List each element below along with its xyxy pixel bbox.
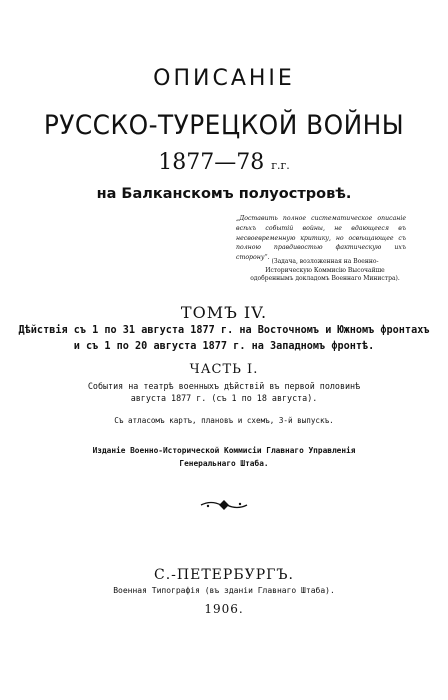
years-text: 1877—78 — [158, 150, 265, 175]
part-description-line2: августа 1877 г. (съ 1 по 18 августа). — [130, 393, 318, 403]
years-suffix: г.г. — [271, 159, 290, 172]
epigraph-source: (Задача, возложенная на Военно-Историческую Коммисію Высочайше одобреннымъ докладомъ Военнаго Министра). — [250, 258, 400, 283]
volume-subtitle-line1: Дѣйствія съ 1 по 31 августа 1877 г. на Восточномъ и Южномъ фронтахъ — [18, 325, 430, 336]
title-years — [0, 150, 448, 175]
imprint-year: 1906. — [204, 602, 244, 616]
volume-label: ТОМЪ IV. — [180, 303, 268, 322]
ornament-divider — [199, 499, 249, 511]
imprint-printer: Военная Типографія (въ зданіи Главнаго Штаба). — [113, 586, 335, 595]
epigraph-text: „Доставить полное систематическое описаніе всѣхъ событій войны, не вдающееся въ несвоевременную критику, но освѣщающее съ полною правдивостью фактическую ихъ сторону“. — [236, 215, 406, 262]
title-line-war: РУССКО-ТУРЕЦКОЙ ВОЙНЫ — [43, 110, 405, 141]
volume-subtitle-line2: и съ 1 по 20 августа 1877 г. на Западномъ фронтѣ. — [73, 341, 375, 352]
atlas-note: Съ атласомъ картъ, плановъ и схемъ, 3-й выпускъ. — [114, 416, 334, 425]
publisher-line2: Генеральнаго Штаба. — [179, 459, 269, 468]
publisher-line1: Изданіе Военно-Исторической Коммисіи Главнаго Управленія — [92, 446, 356, 455]
part-description-line1: События на театрѣ военныхъ дѣйствій въ первой половинѣ — [87, 381, 361, 391]
part-label: ЧАСТЬ I. — [189, 362, 259, 377]
title-peninsula: на Балканскомъ полуостровѣ. — [96, 186, 352, 202]
title-line-opisanie: ОПИСАНІЕ — [153, 66, 295, 91]
imprint-city: С.-ПЕТЕРБУРГЪ. — [154, 567, 294, 583]
